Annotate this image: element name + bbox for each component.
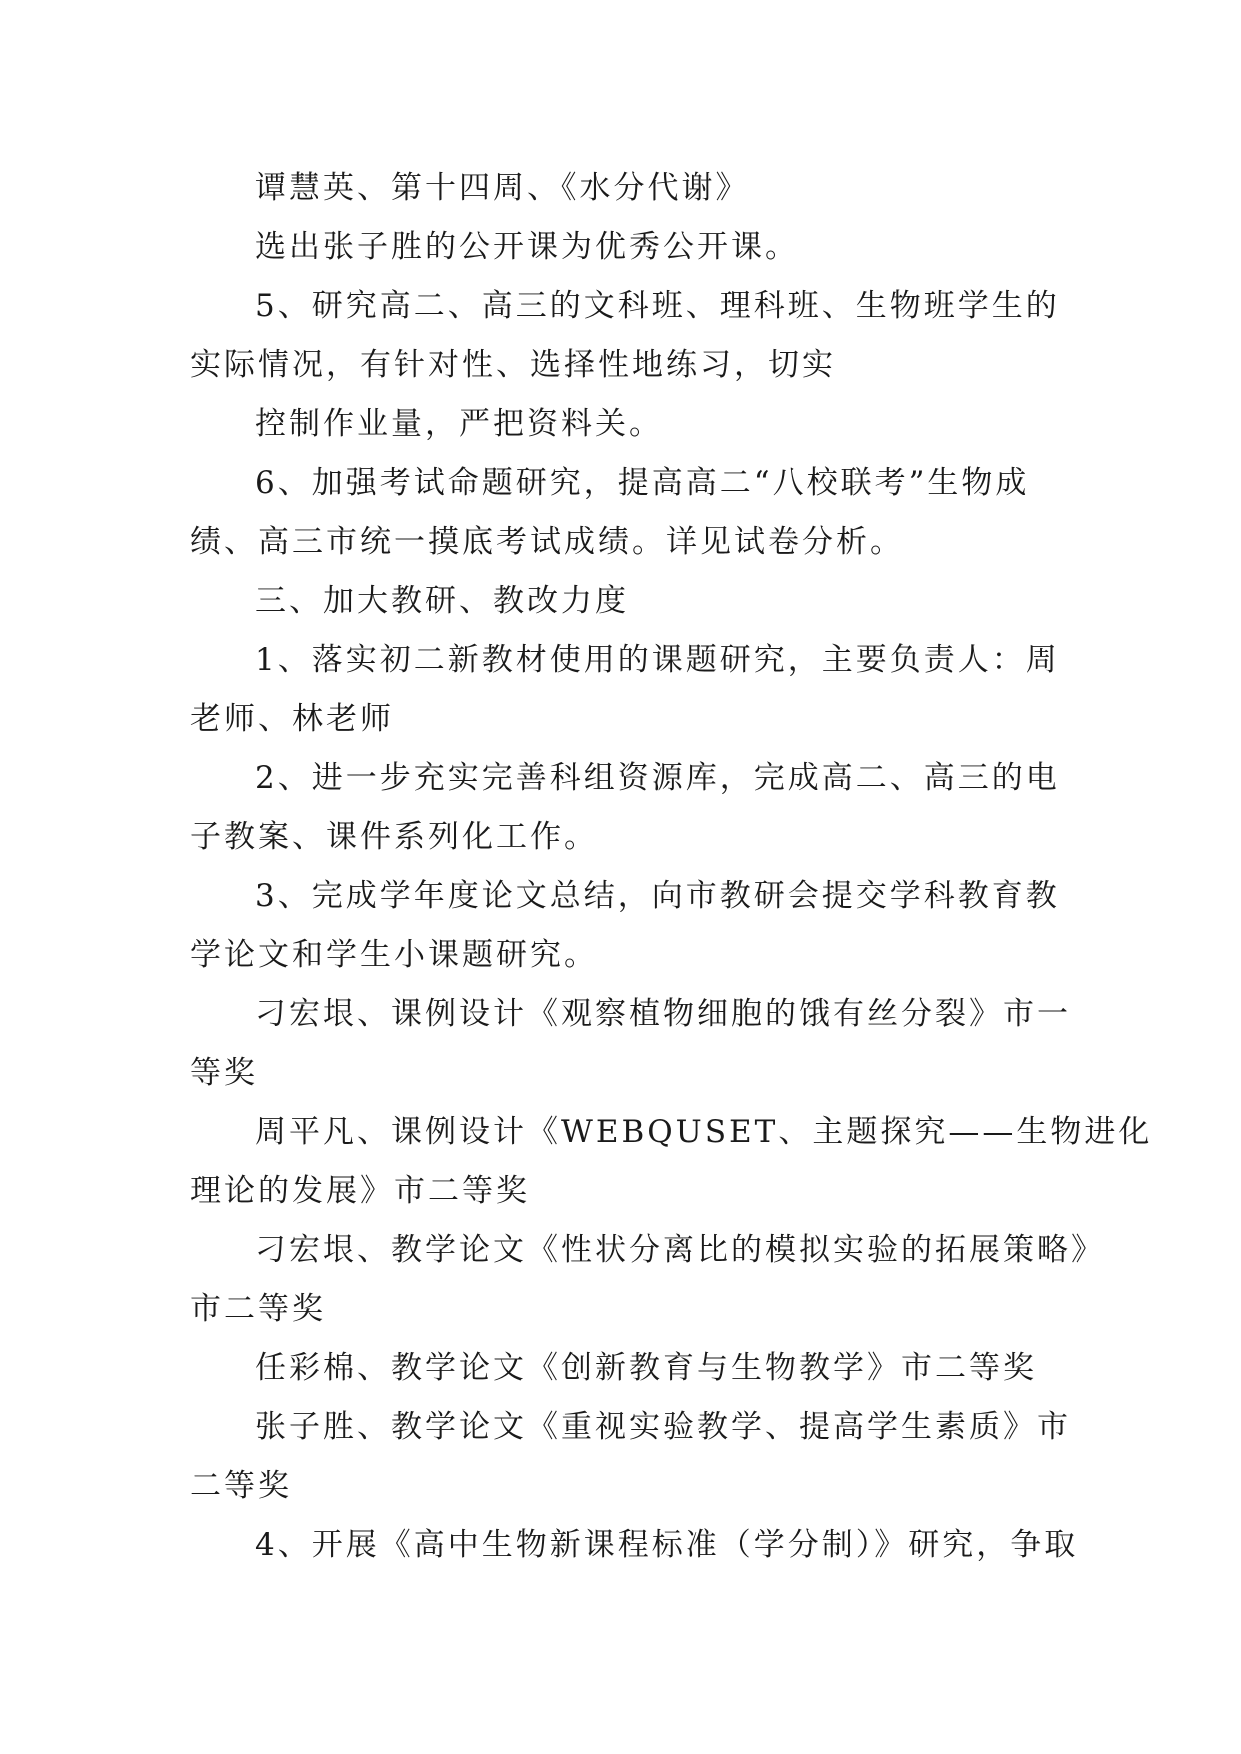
text-line: 刁宏垠、教学论文《性状分离比的模拟实验的拓展策略》	[255, 1232, 1105, 1268]
text-line: 刁宏垠、课例设计《观察植物细胞的饿有丝分裂》市一	[255, 996, 1071, 1032]
text-line: 张子胜、教学论文《重视实验教学、提高学生素质》市	[255, 1409, 1071, 1445]
text-line: 2、进一步充实完善科组资源库，完成高二、高三的电	[255, 760, 1060, 796]
document-body	[190, 159, 1153, 1575]
text-line: 老师、林老师	[190, 701, 394, 737]
text-line: 5、研究高二、高三的文科班、理科班、生物班学生的	[255, 288, 1060, 324]
text-line: 绩、高三市统一摸底考试成绩。详见试卷分析。	[190, 524, 904, 560]
text-line: 等奖	[190, 1055, 258, 1091]
text-line: 4、开展《高中生物新课程标准（学分制）》研究，争取	[255, 1527, 1079, 1563]
text-line: 选出张子胜的公开课为优秀公开课。	[255, 229, 799, 265]
text-line: 控制作业量，严把资料关。	[255, 406, 663, 442]
text-line: 谭慧英、第十四周、《水分代谢》	[255, 170, 750, 206]
text-line: 3、完成学年度论文总结，向市教研会提交学科教育教	[255, 878, 1060, 914]
text-line: 三、加大教研、教改力度	[255, 583, 629, 619]
text-line: 二等奖	[190, 1468, 292, 1504]
text-line: 周平凡、课例设计《WEBQUSET、主题探究——生物进化	[255, 1114, 1153, 1150]
text-line: 学论文和学生小课题研究。	[190, 937, 598, 973]
text-line: 6、加强考试命题研究，提高高二“八校联考”生物成	[255, 465, 1030, 501]
text-line: 理论的发展》市二等奖	[190, 1173, 530, 1209]
text-line: 1、落实初二新教材使用的课题研究，主要负责人：周	[255, 642, 1060, 678]
text-line: 实际情况，有针对性、选择性地练习，切实	[190, 347, 836, 383]
text-line: 市二等奖	[190, 1291, 326, 1327]
text-line: 任彩棉、教学论文《创新教育与生物教学》市二等奖	[255, 1350, 1037, 1386]
text-line: 子教案、课件系列化工作。	[190, 819, 598, 855]
